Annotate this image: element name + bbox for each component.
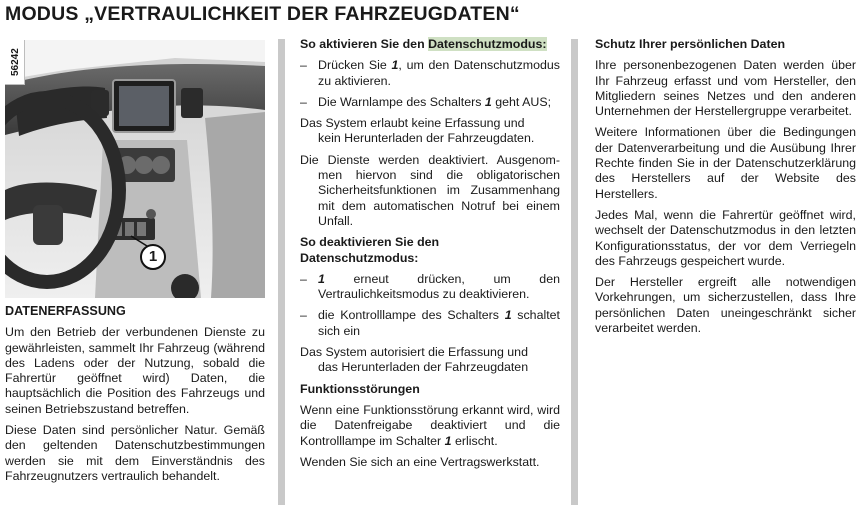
deactivate-step-2	[300, 308, 560, 339]
page-title: MODUS „VERTRAULICHKEIT DER FAHRZEUGDATEN“	[5, 3, 520, 25]
note-first-line: Das System erlaubt keine Erfassung und	[300, 116, 525, 131]
switch-number: 1	[484, 94, 492, 109]
malfunction-para	[300, 403, 560, 449]
switch-number: 1	[391, 58, 399, 73]
para-text: erlischt.	[451, 433, 498, 448]
deactivate-step-1	[300, 272, 560, 303]
note-first-line: Die Dienste werden deaktiviert. Ausgenom-	[300, 152, 560, 167]
dash-mark: –	[300, 94, 307, 109]
image-code: 56242	[10, 48, 21, 76]
malfunction-heading: Funktionsstörungen	[300, 381, 420, 396]
dashboard-illustration	[5, 40, 265, 298]
step-text: schaltet sich ein	[318, 308, 560, 338]
privacy-para-2: Weitere Informationen über die Bedingungen der Datenverarbeitung und die Ausübung Ihrer Rechte finden Sie in der Datenschutzerklärung des Herstellers auf der Website des Herstellers.	[595, 125, 856, 201]
deactivate-note	[300, 345, 560, 376]
section-heading-datenerfassung: DATENERFASSUNG	[5, 304, 126, 318]
activate-heading	[300, 37, 560, 52]
privacy-para-4: Der Hersteller ergreift alle notwendigen Vorkehrungen, um sicherzustellen, dass Ihre persönlichen Daten uneingeschränkt sicher verarbeitet werden.	[595, 275, 856, 336]
activate-step-1	[300, 58, 560, 89]
image-code-strip	[5, 40, 25, 85]
step-text: , um den Datenschutzmodus zu aktivieren.	[318, 58, 560, 88]
callout-1: 1	[140, 244, 166, 270]
privacy-para-1: Ihre personenbezogenen Daten werden über Ihr Fahrzeug erfasst und vom Hersteller, den Mitgliedern seines Netzes und den anderen Unternehmen der Herstellergruppe verarbeitet.	[595, 58, 856, 119]
privacy-para-3: Jedes Mal, wenn die Fahrertür geöffnet wird, wechselt der Datenschutzmodus in den letzten Konfigurationsstatus, der vor dem Verriegeln des Fahrzeugs gespeichert wurde.	[595, 207, 856, 268]
datenerfassung-para-2: Diese Daten sind persönlicher Natur. Gemäß den geltenden Datenschutzbestimmungen werden sie mit dem Einverständnis des Fahrzeugnutzers vertraulich behandelt.	[5, 423, 265, 483]
dash-mark: –	[300, 308, 307, 323]
step-text: Die Warnlampe des Schalters	[318, 94, 485, 109]
switch-number: 1	[504, 308, 512, 323]
note-rest: men hiervon sind die obligatorischen Sicherheitsfunktionen im Zusammenhang mit dem automatischen Notruf bei einem Unfall.	[318, 168, 560, 228]
deactivate-heading: So deaktivieren Sie den Datenschutzmodus:	[300, 235, 440, 265]
column-divider-left	[278, 39, 285, 505]
switch-number: 1	[444, 433, 452, 448]
privacy-heading: Schutz Ihrer persönlichen Daten	[595, 37, 786, 51]
activate-note-1	[300, 116, 560, 147]
workshop-para: Wenden Sie sich an eine Vertragswerkstatt.	[300, 454, 540, 469]
left-column	[5, 40, 265, 490]
note-first-line: Das System autorisiert die Erfassung und	[300, 345, 528, 360]
step-text: die Kontrolllampe des Schalters	[318, 308, 505, 323]
note-rest: das Herunterladen der Fahrzeugdaten	[318, 360, 529, 375]
dash-mark: –	[300, 58, 307, 73]
right-column	[595, 37, 856, 342]
note-rest: kein Herunterladen der Fahrzeugdaten.	[318, 131, 535, 146]
middle-column	[300, 37, 560, 476]
para-text: Wenn eine Funktionsstörung erkannt wird, wird die Datenfreigabe deaktiviert und die Kontrolllampe im Schalter	[300, 402, 560, 448]
switch-number: 1	[318, 271, 325, 286]
activate-heading-text: So aktivieren Sie den	[300, 37, 429, 51]
column-divider-right	[571, 39, 578, 505]
dash-mark: –	[300, 271, 307, 286]
step-text: geht AUS;	[491, 94, 552, 109]
activate-note-2	[300, 153, 560, 229]
activate-step-2	[300, 95, 560, 110]
dashboard-photo	[5, 40, 265, 298]
step-text: Drücken Sie	[318, 58, 392, 73]
step-text: erneut drücken, um den Vertraulichkeitsmodus zu deaktivieren.	[318, 271, 560, 302]
highlighted-term: Datenschutzmodus:	[428, 37, 547, 51]
datenerfassung-para-1: Um den Betrieb der verbundenen Dienste zu gewährleisten, sammelt Ihr Fahrzeug (während des Ladens oder der Nutzung, sobald die Fahrertür geöffnet wird) Daten, die hauptsächlich die Position des Fahrzeugs und seinen Betriebszustand betreffen.	[5, 325, 265, 416]
